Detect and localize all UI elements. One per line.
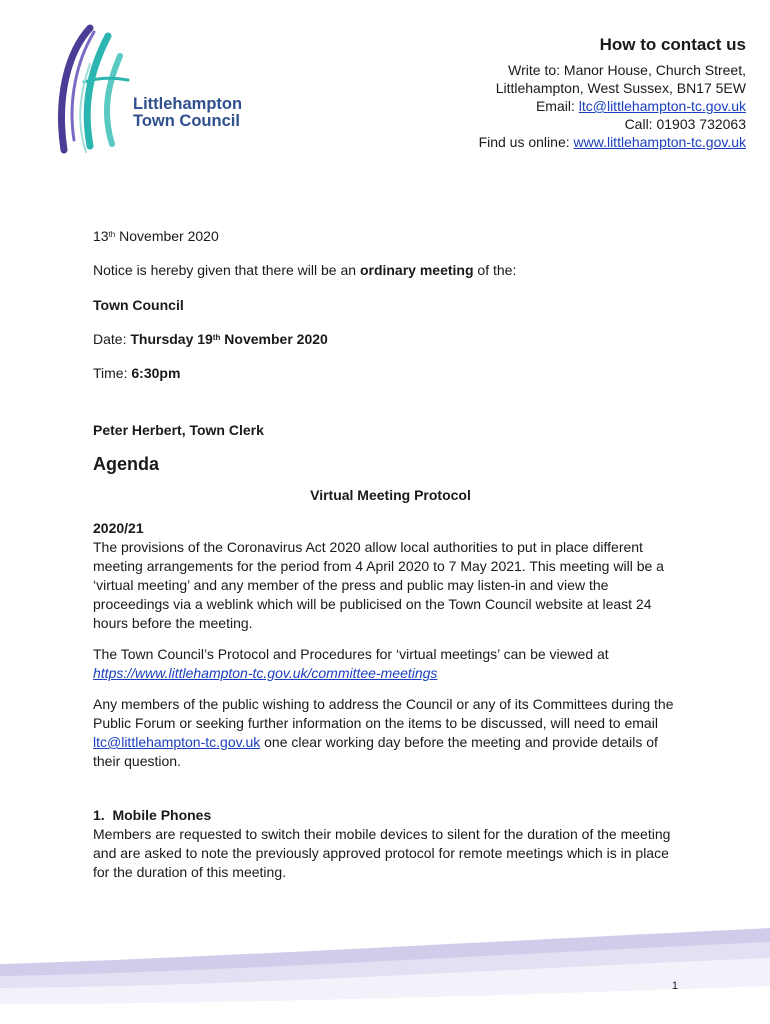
logo-line-1: Littlehampton: [133, 95, 243, 113]
agenda-year: 2020/21: [93, 520, 144, 536]
agenda-title: Agenda: [93, 454, 160, 474]
email-label: Email:: [535, 98, 579, 114]
agenda-item-heading: 1. Mobile Phones: [93, 807, 212, 823]
para-email-link[interactable]: ltc@littlehampton-tc.gov.uk: [93, 734, 261, 750]
meeting-body-name: Town Council: [93, 297, 184, 313]
protocol-paragraph-2: The Town Council’s Protocol and Procedures for ‘virtual meetings’ can be viewed at https://www.littlehampton-tc.gov.uk/committee-meetings: [93, 646, 609, 681]
footer-wave-decoration: [0, 924, 770, 1024]
meeting-time: Time: 6:30pm: [93, 365, 181, 381]
agenda-item: [93, 806, 688, 882]
contact-block: [479, 34, 746, 151]
ltc-swirl-logo-icon: [50, 22, 130, 162]
address-line-1: Write to: Manor House, Church Street,: [508, 62, 746, 78]
protocol-title: Virtual Meeting Protocol: [310, 487, 471, 503]
phone-line: Call: 01903 732063: [624, 116, 746, 132]
website-link[interactable]: www.littlehampton-tc.gov.uk: [573, 134, 746, 150]
page-number: 1: [671, 980, 678, 992]
meeting-date: Date: Thursday 19th November 2020: [93, 331, 328, 347]
logo-text: [133, 96, 242, 130]
signatory: Peter Herbert, Town Clerk: [93, 422, 264, 438]
protocol-paragraph-1: The provisions of the Coronavirus Act 2020 allow local authorities to put in place different meeting arrangements for the period from 4 April 2020 to 7 May 2021. This meeting will be a ‘virtual meeting’ and any member of the press and public may listen-in and view the proceedings via a weblink which will be publicised on the Town Council website at least 24 hours before the meeting.: [93, 539, 664, 631]
notice-text: Notice is hereby given that there will be an ordinary meeting of the:: [93, 262, 517, 278]
document-body: [93, 227, 688, 882]
logo-line-2: Town Council: [133, 112, 240, 130]
email-link[interactable]: ltc@littlehampton-tc.gov.uk: [578, 98, 746, 114]
address-line-2: Littlehampton, West Sussex, BN17 5EW: [495, 80, 746, 96]
agenda-item-text: Members are requested to switch their mobile devices to silent for the duration of the meeting and are asked to note the previously approved protocol for remote meetings which is in place for the duration of this meeting.: [93, 826, 671, 880]
website-label: Find us online:: [478, 134, 574, 150]
committee-meetings-link[interactable]: https://www.littlehampton-tc.gov.uk/committee-meetings: [93, 665, 438, 681]
contact-heading: How to contact us: [599, 35, 746, 54]
letter-date: 13th November 2020: [93, 228, 219, 244]
email-line: [479, 97, 746, 115]
protocol-paragraph-3: Any members of the public wishing to address the Council or any of its Committees during the Public Forum or seeking further information on the items to be discussed, will need to email ltc@littlehampton-tc.gov.uk one clear working day before the meeting and provide details of their question.: [93, 696, 674, 769]
website-line: [479, 133, 746, 151]
